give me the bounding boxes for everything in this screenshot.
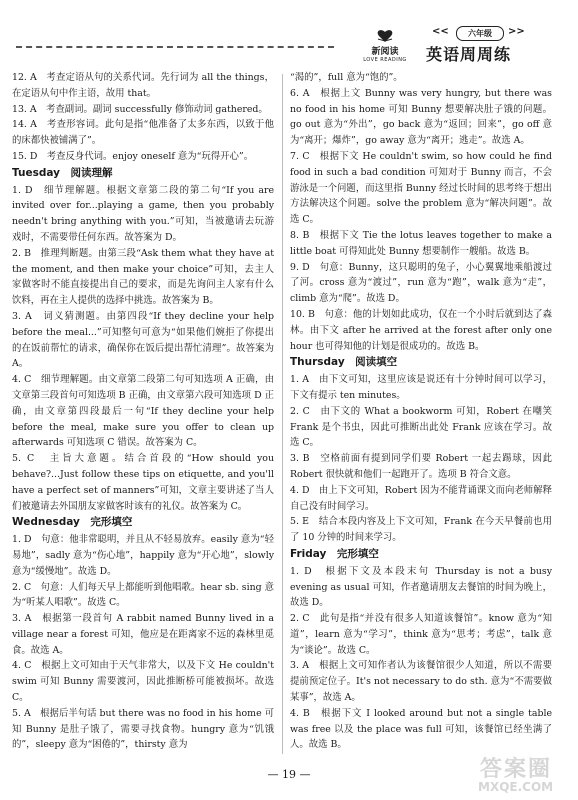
answer-item: 6. A 根据上文 Bunny was very hungry, but there was no food in his home 可知 Bunny 想要解决肚子饿的问题。go out 意为“外出”，go back 意为“返回；回来”，go off 意为“离开；爆炸”，go away 意为“离开；逃走”。故选 A。 (290, 87, 552, 147)
answer-item: 1. D 根据下文及本段末句 Thursday is not a busy evening as usual 可知，作者邀请朋友去餐馆的时间为晚上，故选 D。 (290, 565, 552, 609)
section-heading: Wednesday 完形填空 (12, 516, 133, 529)
brand-logo (352, 28, 418, 64)
answer-item: 2. C 由下文的 What a bookworm 可知，Robert 在嘲笑 Frank 是个书虫，因此可推断出此处 Frank 应该在学习。故选 C。 (290, 405, 552, 449)
book-heart-icon (375, 29, 395, 43)
answer-item: 1. D 细节理解题。根据文章第二段的第二句“If you are invited over for...playing a game, then you probably needn't bring anything with you.”可知，当被邀请去玩游戏时，不需要带任何东西。故答案为 D。 (12, 184, 274, 243)
page-number: — 19 — (267, 768, 311, 781)
answer-item: 1. D 句意：他非常聪明，并且从不轻易放弃。easily 意为“轻易地”，sadly 意为“伤心地”，happily 意为“开心地”，slowly 意为“缓慢地”。故选 D。 (12, 534, 274, 577)
section-heading: Tuesday 阅读理解 (12, 166, 113, 179)
answer-item: 3. A 词义猜测题。由第四段“If they decline your help before the meal...”可知整句可意为“如果他们婉拒了你提出的在饭前帮忙的请求，确保你在饭后提出帮忙清理”。故答案为 A。 (12, 310, 274, 370)
answer-item: 8. B 根据下文 Tie the lotus leaves together to make a little boat 可得知此处 Bunny 想要制作一艘船。故选 B。 (290, 229, 552, 257)
section-heading: Friday 完形填空 (290, 547, 379, 560)
answer-item: 7. C 根据下文 He couldn't swim, so how could he find food in such a bad condition 可知对于 Bunny 而言，不会游泳是一个问题，而这里指 Bunny 经过长时间的思考终于想出方法解决这个问题。solve the problem 意为“解决问题”。故选 C。 (290, 150, 552, 226)
grade-badge-row (428, 26, 548, 40)
answer-item: 13. A 考查副词。副词 successfully 修饰动词 gathered。 (12, 103, 268, 115)
grade-badge: 六年级 (456, 26, 504, 41)
left-column (12, 70, 274, 753)
brand-name: 新阅读 (371, 47, 399, 57)
answer-item: 2. C 句意：人们每天早上都能听到他唱歌。hear sb. sing 意为“听某人唱歌”。故选 C。 (12, 581, 274, 609)
answer-item: 4. D 由上下文可知，Robert 因为不能背诵课文而向老师解释自己没有时间学习。 (290, 484, 552, 512)
answer-item: 4. C 根据上文可知由于天气非常大，以及下文 He couldn't swim 可知 Bunny 需要渡河，因此推断桥可能被损坏。故选 C。 (12, 660, 274, 704)
answer-item: 9. D 句意：Bunny，这只聪明的兔子，小心翼翼地乘船渡过了河。cross 意为“渡过”，run 意为“跑”，walk 意为“走”，climb 意为“爬”。故选 D。 (290, 261, 552, 305)
answer-item: 5. A 根据后半句话 but there was no food in his home 可知 Bunny 是肚子饿了，需要寻找食物。hungry 意为“饥饿的”，sleepy 意为“困倦的”，thirsty 意为 (12, 707, 274, 751)
answer-item: “渴的”，full 意为“饱的”。 (290, 72, 403, 83)
answer-item: 12. A 考查定语从句的关系代词。先行词为 all the things，在定语从句中作主语，故用 that。 (12, 72, 274, 99)
answer-item: 5. C 主旨大意题。结合首段的“How should you behave?...Just follow these tips on etiquette, and you'll have a perfect set of manners”可知，文章主要讲述了当人们被邀请去外国朋友家做客时该有的礼仪。故答案为 C。 (12, 453, 274, 512)
chevron-left-icon: << (432, 26, 449, 37)
answer-item: 14. A 考查形容词。此句是指“他准备了太多东西，以致于他的床都快被铺满了”。 (12, 119, 274, 147)
answer-item: 2. B 推理判断题。由第三段“Ask them what they have at the moment, and then make your choice”可知，去主人家做客时不能直接提出自己的要求，而是先询问主人家有什么饮料，再在主人提供的选择中挑选。故答案为 B。 (12, 247, 274, 307)
brand-subtitle: LOVE READING (363, 57, 407, 63)
answer-item: 2. C 此句是指“并没有很多人知道该餐馆”。know 意为“知道”，learn 意为“学习”，think 意为“思考；考虑”，talk 意为“谈论”。故选 C。 (290, 613, 552, 656)
watermark (474, 752, 574, 798)
answer-item: 3. A 根据上文可知作者认为该餐馆很少人知道，所以不需要提前预定位子。It's not necessary to do sth. 意为“不需要做某事”，故选 A。 (290, 660, 552, 704)
watermark-url: MXQE.COM (478, 780, 554, 794)
answer-item: 3. A 根据第一段首句 A rabbit named Bunny lived in a village near a forest 可知，他应是在距离家不远的森林里觅食。故选 A。 (12, 613, 274, 656)
right-column (290, 70, 552, 753)
header-dashed-rule (16, 46, 334, 48)
watermark-text: 答案圈 (480, 757, 553, 782)
chevron-right-icon: >> (508, 26, 525, 37)
answer-item: 3. B 空格前面有提到同学们要 Robert 一起去踢球，因此 Robert 很快就和他们一起跑开了。选项 B 符合文意。 (290, 453, 552, 480)
column-divider (282, 74, 283, 754)
answer-item: 10. B 句意：他的计划如此成功，仅在一个小时后就到达了森林。由下文 after he arrived at the forest after only one hour 也可得知他的计划是很成功的。故选 B。 (290, 308, 552, 352)
section-heading: Thursday 阅读填空 (290, 356, 398, 369)
answer-item: 4. C 细节理解题。由文章第二段第二句可知选项 A 正确，由文章第三段首句可知选项 B 正确，由文章第六段可知选项 D 正确，由文章第四段最后一句“If they decline your help before the meal, make sure you offer to clean up afterwards 可知选项 C 错误。故答案为 C。 (12, 374, 274, 449)
answer-item: 1. A 由下文可知，这里应该是说还有十分钟时间可以学习，下文有提示 ten minutes。 (290, 374, 552, 401)
page-header (0, 0, 578, 70)
series-title: 英语周周练 (426, 45, 512, 64)
answer-item: 4. B 根据下文 I looked around but not a single table was free 以及 the place was full 可知，该餐馆已经坐满了人。故选 B。 (290, 707, 552, 751)
answer-item: 5. E 结合本段内容及上下文可知，Frank 在今天早餐前也用了 10 分钟的时间来学习。 (290, 516, 552, 544)
answer-item: 15. D 考查反身代词。enjoy oneself 意为“玩得开心”。 (12, 150, 254, 162)
